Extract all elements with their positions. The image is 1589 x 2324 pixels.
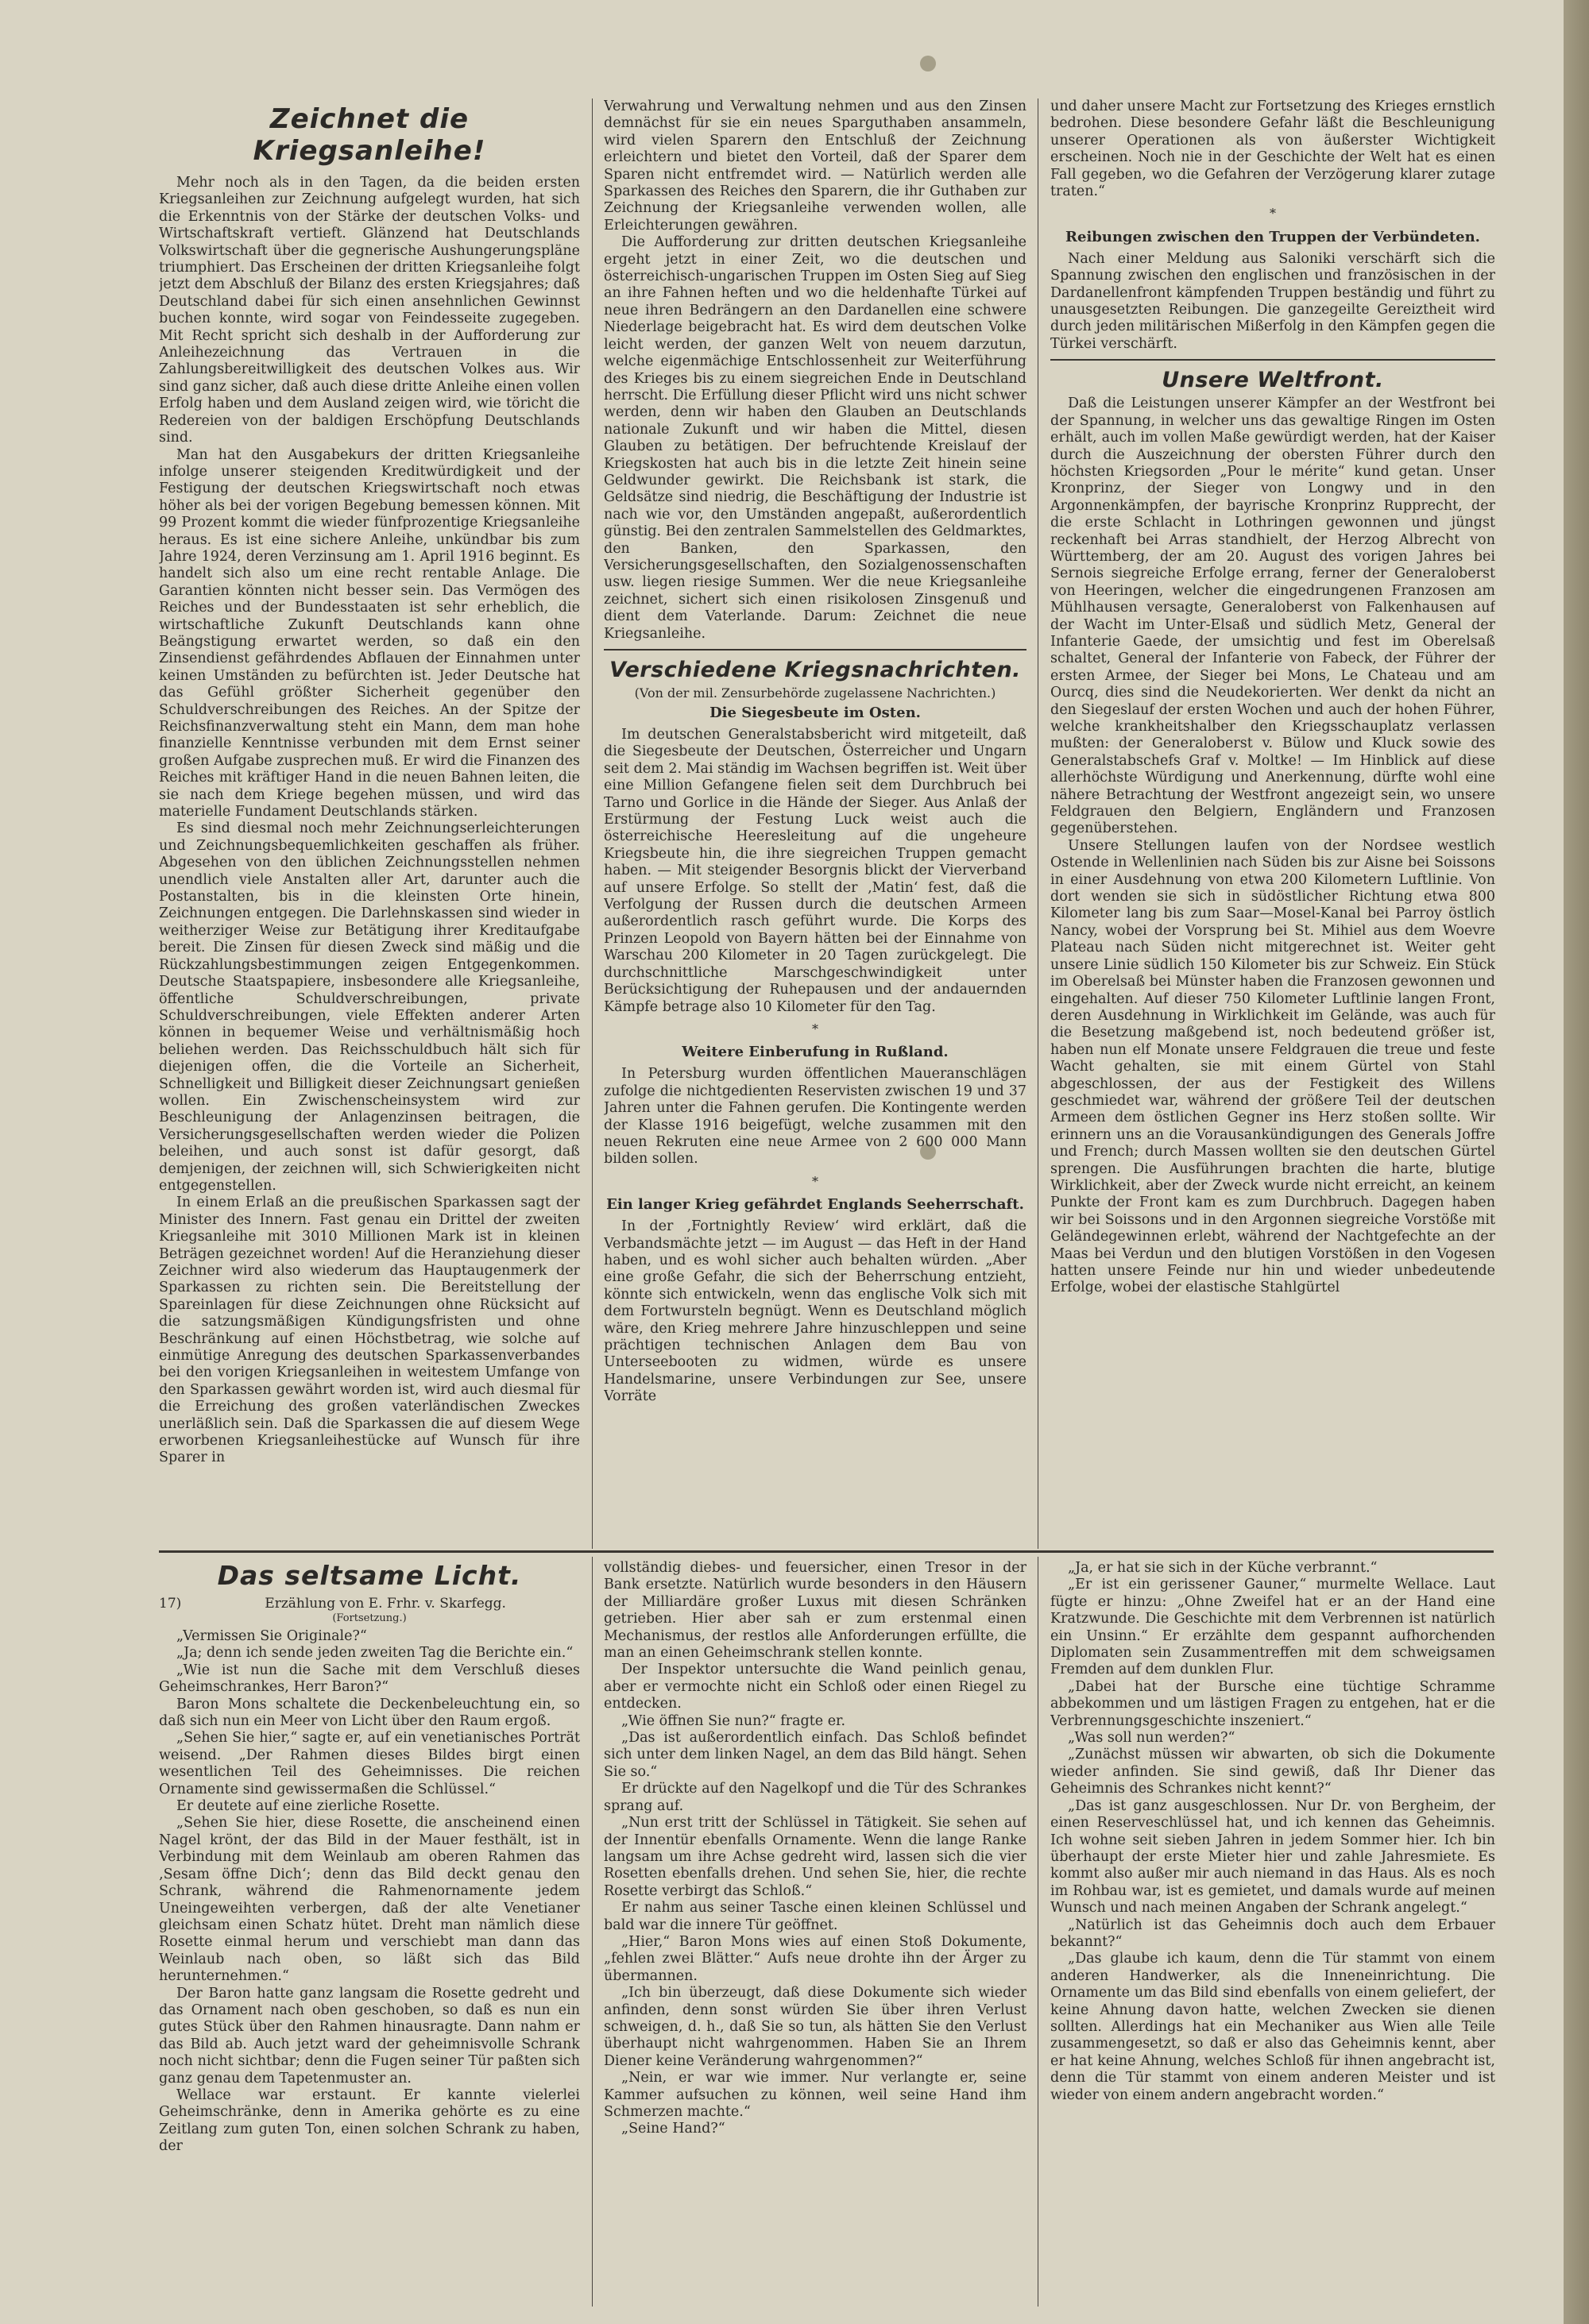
feuilleton-rule	[159, 1550, 1494, 1553]
story-paragraph: „Wie öffnen Sie nun?“ fragte er.	[621, 1712, 846, 1729]
story-paragraph: „Ich bin überzeugt, daß diese Dokumente sich wieder anfinden, denn sonst würden Sie über ihren Verlust schweigen, d. h., daß Sie so tun, als hätten Sie den Verlust überhaupt nicht wahrgenommen. Haben Sie an Ihrem Diener keine Veränderung wahrgenommen?“	[604, 1985, 1026, 2069]
story-paragraph: Er deutete auf eine zierliche Rosette.	[176, 1798, 440, 1815]
article-paragraph: Daß die Leistungen unserer Kämpfer an der Westfront bei der Spannung, in welcher uns das gewaltige Ringen im Osten erhält, auch im vollen Maße gewürdigt werden, hat der Kaiser durch die Auszeichnung der obersten Führer durch den höchsten Kriegsorden „Pour le mérite“ kund getan. Unser Kronprinz, der Sieger von Longwy und in den Argonnenkämpfen, der bayrische Kronprinz Rupprecht, der die erste Schlacht in Lothringen gewonnen und jüngst reckenhaft bei Arras standhielt, der Herzog Albrecht von Württemberg, der am 20. August des vorigen Jahres bei Sernois siegreiche Erfolge errang, ferner der Generaloberst von Heeringen, welcher die eingedrungenen Franzosen am Mühlhausen versagte, Generaloberst von Falkenhausen auf der Wacht im Unter-Elsaß und südlich Metz, General der Infanterie Gaede, der umsichtig und fest im Oberelsaß schaltet, General der Infanterie von Fabeck, der Führer der ersten Armee, der Sieger bei Mons, Le Chateau und am Ourcq, dies sind die Neudekorierten. Wer denkt da nicht an den Siegeslauf der ersten Wochen und auch der hohen Führer, welche krankheitshalber den Kriegsschauplatz verlassen mußten: der Generaloberst v. Bülow und Kluck sowie des Generalstabschefs Graf v. Moltke! — Im Hinblick auf diese allerhöchste Würdigung und Anerkennung, dürfte wohl eine nähere Betrachtung der Westfront angezeigt sein, wo unsere Feldgrauen den Belgiern, Engländern und Franzosen gegenüberstehen.	[1050, 396, 1495, 837]
serial-continuation: (Fortsetzung.)	[332, 1612, 407, 1624]
story-paragraph: Wellace war erstaunt. Er kannte vielerlei Geheimschränke, denn in Amerika gehörte es zu eine Zeitlang zum guten Ton, einen solchen Schrank zu haben, der	[159, 2087, 580, 2155]
serial-number: 17)	[159, 1596, 182, 1612]
article-paragraph: Es sind diesmal noch mehr Zeichnungserleichterungen und Zeichnungsbequemlichkeiten geschaffen als früher. Abgesehen von den üblichen Zeichnungsstellen nehmen unendlich viele Anstalten aller Art, darunter auch die Postanstalten, bis in die kleinsten Orte hinein, Zeichnungen entgegen. Die Darlehnskassen sind wieder in weitherziger Weise zur Betätigung ihrer Kreditaufgabe bereit. Die Zinsen für diesen Zweck sind mäßig und die Rückzahlungsbestimmungen zeigen Entgegenkommen. Deutsche Staatspapiere, insbesondere alle Kriegsanleihe, öffentliche Schuldverschreibungen, private Schuldverschreibungen, viele Effekten anderer Arten können in bequemer Weise und verhältnismäßig hoch beliehen werden. Das Reichsschuldbuch hält sich für diejenigen offen, die die Vorteile an Sicherheit, Schnelligkeit und Billigkeit dieser Zeichnungsart genießen wollen. Ein Zwischenscheinsystem wird zur Beschleunigung der Anlagenzinsen beitragen, die Versicherungsgesellschaften werden wieder die Polizen beleihen, und auch sonst ist dafür gesorgt, daß demjenigen, der zeichnen will, sich Schwierigkeiten nicht entgegenstellen.	[159, 820, 580, 1194]
section-separator: *	[1270, 206, 1276, 222]
story-paragraph: Baron Mons schaltete die Deckenbeleuchtung ein, so daß sich nun ein Meer von Licht über den Raum ergoß.	[159, 1696, 580, 1730]
story-paragraph: Er nahm aus seiner Tasche einen kleinen Schlüssel und bald war die innere Tür geöffnet.	[604, 1900, 1026, 1933]
article-war-loan	[159, 98, 580, 1549]
story-paragraph: Der Baron hatte ganz langsam die Rosette gedreht und das Ornament nach oben geschoben, so daß es nun ein gutes Stück über den Rahmen hinausragte. Dann nahm er das Bild ab. Auch jetzt ward der geheimnisvolle Schrank noch nicht sichtbar; denn die Fugen seiner Tür paßten sich ganz genau dem Tapetenmuster an.	[159, 1985, 580, 2087]
story-paragraph: „Das ist außerordentlich einfach. Das Schloß befindet sich unter dem linken Nagel, an dem das Bild hängt. Sehen Sie so.“	[604, 1730, 1026, 1780]
article-paragraph: Verwahrung und Verwaltung nehmen und aus den Zinsen demnächst für sie ein neues Sparguthaben ansammeln, wird vielen Sparern den Entschluß der Zeichnung erleichtern und bietet den Vorteil, daß der Sparer dem Sparen nicht entfremdet wird. — Natürlich werden alle Sparkassen des Reiches den Sparern, die ihr Guthaben zur Zeichnung der Kriegsanleihe verwenden wollen, alle Erleichterungen gewähren.	[604, 98, 1026, 234]
article-paragraph: In einem Erlaß an die preußischen Sparkassen sagt der Minister des Innern. Fast genau ein Drittel der zweiten Kriegsanleihe mit 3010 Millionen Mark ist in kleinen Beträgen gezeichnet worden! Auf die Heranziehung dieser Zeichner wird also wiederum das Hauptaugenmerk der Sparkassen zu richten sein. Die Bereitstellung der Spareinlagen für diese Zeichnungen ohne Rücksicht auf die satzungsmäßigen Kündigungsfristen und ohne Beschränkung auf einen Höchstbetrag, wie solche auf einmütige Anregung des deutschen Sparkassenverbandes bei den vorigen Kriegsanleihen in weitestem Umfange von den Sparkassen gewährt worden ist, wird auch diesmal für die Erreichung des großen vaterländischen Zweckes unerläßlich sein. Daß die Sparkassen die auf diesem Wege erworbenen Kriegsanleihestücke auf Wunsch für ihre Sparer in	[159, 1195, 580, 1466]
story-paragraph: „Vermissen Sie Originale?“	[176, 1628, 367, 1644]
story-paragraph: „Hier,“ Baron Mons wies auf einen Stoß Dokumente, „fehlen zwei Blätter.“ Aufs neue drohte ihn der Ärger zu übermannen.	[604, 1933, 1026, 1984]
article-paragraph: Im deutschen Generalstabsbericht wird mitgeteilt, daß die Siegesbeute der Deutschen, Österreicher und Ungarn seit dem 2. Mai ständig im Wachsen begriffen ist. Weit über eine Million Gefangene fielen seit dem Durchbruch bei Tarno und Gorlice in die Hände der Sieger. Aus Anlaß der Erstürmung der Festung Luck weist auch die österreichische Heeresleitung auf die ungeheure Kriegsbeute hin, die ihre siegreichen Truppen gemacht haben. — Mit steigender Besorgnis blickt der Vierverband auf unsere Erfolge. So stellt der ‚Matin‘ fest, daß die Verfolgung der Russen durch die deutschen Armeen außerordentlich rasch geführt wurde. Die Korps des Prinzen Leopold von Bayern hätten bei der Einnahme von Warschau 200 Kilometer in 20 Tagen zurückgelegt. Die durchschnittliche Marschgeschwindigkeit unter Berücksichtigung der Ruhepausen und der andauernden Kämpfe betrage also 10 Kilometer für den Tag.	[604, 727, 1026, 1015]
column-middle	[604, 98, 1026, 1549]
section-divider	[604, 649, 1026, 650]
story-paragraph: „Das glaube ich kaum, denn die Tür stammt von einem anderen Handwerker, als die Inneneinrichtung. Die Ornamente um das Bild sind ebenfalls von einem geliefert, der keine Ahnung davon hatte, welchen Zwecken sie dienen sollten. Allerdings hat ein Mechaniker aus Wien alle Teile zusammengesetzt, so daß er also das Geheimnis kennt, aber er hat keine Ahnung, welches Schloß für ihnen angebracht ist, denn die Tür stammt von einem anderen Meister und ist wieder von einem andern angebracht worden.“	[1050, 1951, 1495, 2103]
article-title: Verschiedene Kriegsnachrichten.	[609, 658, 1021, 682]
article-paragraph: und daher unsere Macht zur Fortsetzung des Krieges ernstlich bedrohen. Diese besondere Gefahr läßt die Beschleunigung unserer Operationen als von äußerster Wichtigkeit erscheinen. Noch nie in der Geschichte der Welt hat es einen Fall gegeben, wo die Gefahren der Verzögerung klarer zutage traten.“	[1050, 98, 1495, 200]
story-paragraph: „Was soll nun werden?“	[1068, 1730, 1235, 1747]
story-paragraph: „Sehen Sie hier,“ sagte er, auf ein venetianisches Porträt weisend. „Der Rahmen dieses Bildes birgt einen wesentlichen Teil des Geheimnisses. Die reichen Ornamente sind gewissermaßen die Schlüssel.“	[159, 1730, 580, 1797]
section-heading: Weitere Einberufung in Rußland.	[682, 1044, 949, 1061]
story-paragraph: „Dabei hat der Bursche eine tüchtige Schramme abbekommen und um lästigen Fragen zu entgehen, hat er die Verbrennungsgeschichte inszeniert.“	[1050, 1678, 1495, 1729]
column-rule	[592, 98, 593, 1549]
story-paragraph: „Zunächst müssen wir abwarten, ob sich die Dokumente wieder anfinden. Sie sind gewiß, daß Ihr Diener das Geheimnis des Schrankes nicht kennt?“	[1050, 1747, 1495, 1797]
article-paragraph: Nach einer Meldung aus Saloniki verschärft sich die Spannung zwischen den englischen und französischen in der Dardanellenfront kämpfenden Truppen beständig und führt zu unausgesetzten Reibungen. Die ganzegeilte Gereiztheit wird durch jeden militärischen Mißerfolg in den Kämpfen gegen die Türkei verschärft.	[1050, 250, 1495, 352]
story-paragraph: „Er ist ein gerissener Gauner,“ murmelte Wellace. Laut fügte er hinzu: „Ohne Zweifel hat er an der Hand eine Kratzwunde. Die Geschichte mit dem Verbrennen ist natürlich ein Unsinn.“ Er erzählte dem gespannt aufhorchenden Diplomaten sein Zusammentreffen mit dem schweigsamen Fremden auf dem dunklen Flur.	[1050, 1577, 1495, 1678]
story-paragraph: vollständig diebes- und feuersicher, einen Tresor in der Bank ersetzte. Natürlich wurde besonders in den Häusern der Milliardäre großer Luxus mit diesen Schränken getrieben. Hier aber sah er zum erstenmal einen Mechanismus, der restlos alle Anforderungen erfüllte, die man an einen Geheimschrank stellen konnte.	[604, 1560, 1026, 1662]
article-paragraph: In der ‚Fortnightly Review‘ wird erklärt, daß die Verbandsmächte jetzt — im August — das Heft in der Hand haben, und es wohl sicher auch behalten würden. „Aber eine große Gefahr, die sich der Beherrschung entzieht, könnte sich entwickeln, wenn das englische Volk sich mit dem Fortwursteln begnügt. Wenn es Deutschland möglich wäre, den Krieg mehrere Jahre hinzuschleppen und seine prächtigen technischen Anlagen dem Bau von Unterseebooten zu widmen, würde es unsere Handelsmarine, unsere Verbindungen zur See, unsere Vorräte	[604, 1218, 1026, 1405]
story-paragraph: „Wie ist nun die Sache mit dem Verschluß dieses Geheimschrankes, Herr Baron?“	[159, 1662, 580, 1696]
story-paragraph: „Ja; denn ich sende jeden zweiten Tag die Berichte ein.“	[176, 1645, 574, 1662]
section-separator: *	[812, 1021, 818, 1037]
serial-column-3	[1050, 1560, 1495, 2307]
section-separator: *	[812, 1173, 818, 1189]
section-heading: Reibungen zwischen den Truppen der Verbündeten.	[1065, 228, 1480, 245]
story-paragraph: „Seine Hand?“	[621, 2121, 725, 2137]
story-paragraph: „Ja, er hat sie sich in der Küche verbrannt.“	[1068, 1560, 1378, 1576]
story-paragraph: „Nein, er war wie immer. Nur verlangte er, seine Kammer aufsuchen zu können, weil seine Hand ihm Schmerzen machte.“	[604, 2070, 1026, 2120]
story-paragraph: „Sehen Sie hier, diese Rosette, die anscheinend einen Nagel krönt, der das Bild in der Mauer festhält, ist in Verbindung mit dem Weinlaub am oberen Rahmen das ‚Sesam öffne Dich‘; denn das Bild deckt genau den Schrank, während die Rahmenornamente jedem Uneingeweihten verbergen, daß der alte Venetianer gleichsam einen Schatz hütet. Dreht man nämlich diese Rosette einmal herum und verschiebt man dann das Weinlaub nach oben, so läßt sich das Bild herunternehmen.“	[159, 1815, 580, 1985]
source-note: (Von der mil. Zensurbehörde zugelassene Nachrichten.)	[634, 685, 996, 701]
column-rule	[592, 1557, 593, 2307]
page-edge-shadow	[1564, 0, 1589, 2324]
section-divider	[1050, 359, 1495, 361]
article-title: Zeichnet die Kriegsanleihe!	[253, 103, 486, 167]
article-paragraph: Man hat den Ausgabekurs der dritten Kriegsanleihe infolge unserer steigenden Kreditwürdigkeit und der Festigung der deutschen Kriegswirtschaft noch etwas höher als bei der vorigen Begebung bemessen können. Mit 99 Prozent kommt die wieder fünfprozentige Kriegsanleihe heraus. Es ist eine sichere Anleihe, unkündbar bis zum Jahre 1924, deren Verzinsung am 1. April 1916 beginnt. Es handelt sich also um eine recht rentable Anlage. Die Garantien könnten nicht besser sein. Das Vermögen des Reiches und der Bundesstaaten ist sehr erheblich, die wirtschaftliche Zukunft Deutschlands kann ohne Beängstigung erwartet werden, so daß ein den Zinsendienst gefährdendes Abflauen der Einnahmen unter keinen Umständen zu befürchten ist. Jeder Deutsche hat das Gefühl größter Sicherheit gegenüber den Schuldverschreibungen des Reiches. An der Spitze der Reichsfinanzverwaltung steht ein Mann, dem man hohe finanzielle Kenntnisse verbunden mit dem Ernst seiner großen Aufgabe zusprechen muß. Er wird die Finanzen des Reiches mit kräftiger Hand in die neuen Bahnen leiten, die sie nach dem Kriege begehen müssen, und wird das materielle Fundament Deutschlands stärken.	[159, 446, 580, 820]
serial-column-1	[159, 1560, 580, 2307]
story-paragraph: „Natürlich ist das Geheimnis doch auch dem Erbauer bekannt?“	[1050, 1917, 1495, 1950]
serial-byline: Erzählung von E. Frhr. v. Skarfegg.	[265, 1596, 506, 1612]
story-paragraph: „Nun erst tritt der Schlüssel in Tätigkeit. Sie sehen auf der Innentür ebenfalls Ornamente. Wenn die lange Ranke langsam um ihre Achse gedreht wird, lassen sich die vier Rosetten ebenfalls drehen. Und sehen Sie, hier, die rechte Rosette verbirgt das Schloß.“	[604, 1815, 1026, 1899]
serial-title: Das seltsame Licht.	[217, 1560, 522, 1591]
article-paragraph: Mehr noch als in den Tagen, da die beiden ersten Kriegsanleihen zur Zeichnung aufgelegt wurden, hat sich die Erkenntnis von der Stärke der deutschen Volks- und Wirtschaftskraft vertieft. Glänzend hat Deutschlands Volkswirtschaft über die gegnerische Aushungerungspläne triumphiert. Das Erscheinen der dritten Kriegsanleihe folgt jetzt dem Abschluß der Bilanz des ersten Kriegsjahres; daß Deutschland dabei für sich einen ansehnlichen Gewinnst buchen konnte, wird sogar von Feindesseite zugegeben. Mit Recht spricht sich deshalb in der Aufforderung zur Anleihezeichnung das Vertrauen in die Zahlungsbereitwilligkeit des deutschen Volkes aus. Wir sind ganz sicher, daß auch diese dritte Anleihe einen vollen Erfolg haben und dem Ausland zeigen wird, wie töricht die Redereien von der baldigen Erschöpfung Deutschlands sind.	[159, 175, 580, 446]
article-paragraph: Die Aufforderung zur dritten deutschen Kriegsanleihe ergeht jetzt in einer Zeit, wo die deutschen und österreichisch-ungarischen Truppen im Osten Sieg auf Sieg an ihre Fahnen heften und wo die heldenhafte Türkei auf neue ihren Bedrängern an den Dardanellen eine schwere Niederlage beigebracht hat. Es wird dem deutschen Volke leicht werden, der ganzen Welt von neuem darzutun, welche eigenmächige Entschlossenheit zur Weiterführung des Krieges bis zu einem siegreichen Ende in Deutschland herrscht. Die Erfüllung dieser Pflicht wird uns nicht schwer werden, denn wir haben den Glauben an Deutschlands nationale Zukunft und wir haben die Mittel, diesen Glauben zu betätigen. Der befruchtende Kreislauf der Kriegskosten hat auch bis in die letzte Zeit hinein seine Geldwunder gewirkt. Die Reichsbank ist stark, die Geldsätze sind niedrig, die Beschäftigung der Industrie ist nach wie vor, den Umständen angepaßt, außerordentlich günstig. Bei den zentralen Sammelstellen des Geldmarktes, den Banken, den Sparkassen, den Versicherungsgesellschaften, den Sozialgenossenschaften usw. liegen riesige Summen. Wer die neue Kriegsanleihe zeichnet, sichert sich einen risikolosen Zinsgenuß und dient dem Vaterlande. Darum: Zeichnet die neue Kriegsanleihe.	[604, 234, 1026, 642]
section-heading: Ein langer Krieg gefährdet Englands Seeherrschaft.	[606, 1196, 1024, 1214]
story-paragraph: Der Inspektor untersuchte die Wand peinlich genau, aber er vermochte nicht ein Schloß oder einen Riegel zu entdecken.	[604, 1662, 1026, 1712]
column-right	[1050, 98, 1495, 1549]
serial-byline-row	[159, 1595, 580, 1612]
article-title: Unsere Weltfront.	[1162, 368, 1384, 393]
story-paragraph: Er drückte auf den Nagelkopf und die Tür des Schrankes sprang auf.	[604, 1781, 1026, 1814]
article-paragraph: Unsere Stellungen laufen von der Nordsee westlich Ostende in Wellenlinien nach Süden bis zur Aisne bei Soissons in einer Ausdehnung von etwa 200 Kilometern Luftlinie. Von dort wenden sie sich in südöstlicher Richtung etwa 800 Kilometer lang bis zum Saar—Mosel-Kanal bei Parroy östlich Nancy, wobei der Vorsprung bei St. Mihiel aus dem Woevre Plateau nach Süden nicht mitgerechnet ist. Weiter geht unsere Linie südlich 150 Kilometer bis zur Schweiz. Ein Stück im Oberelsaß bei Münster haben die Franzosen gewonnen und eingehalten. Auf dieser 750 Kilometer Luftlinie langen Front, deren Ausdehnung in Wirklichkeit im Gelände, was auch für die Besetzung maßgebend ist, noch bedeutend größer ist, haben nun elf Monate unsere Feldgrauen die treue und feste Wacht gehalten, sie mit einem Gürtel von Stahl abgeschlossen, der aus der Festigkeit des Willens geschmiedet war, während der größere Teil der deutschen Armeen dem östlichen Gegner ins Herz stoßen sollte. Wir erinnern uns an die Vorausankündigungen des Generals Joffre und French; durch Massen wollten sie den deutschen Gürtel sprengen. Die Ausführungen brachten die harte, blutige Wirklichkeit, aber der Zweck wurde nicht erreicht, an keinem Punkte der Front kam es zum Durchbruch. Dagegen haben wir bei Soissons und in den Argonnen siegreiche Vorstöße mit Geländegewinnen erlebt, während der Nachtgefechte an der Maas bei Verdun und den blutigen Vorstößen in den Vogesen hatten unsere Feinde nur hin und wieder unbedeutende Erfolge, wobei der elastische Stahlgürtel	[1050, 837, 1495, 1296]
serial-column-2	[604, 1560, 1026, 2307]
section-heading: Die Siegesbeute im Osten.	[709, 705, 921, 721]
article-paragraph: In Petersburg wurden öffentlichen Maueranschlägen zufolge die nichtgedienten Reservisten zwischen 19 und 37 Jahren unter die Fahnen gerufen. Die Kontingente werden der Klasse 1916 beigefügt, welche zusammen mit den neuen Rekruten eine neue Armee von 2 600 000 Mann bilden sollen.	[604, 1066, 1026, 1168]
story-paragraph: „Das ist ganz ausgeschlossen. Nur Dr. von Bergheim, der einen Reserveschlüssel hat, und ich kennen das Geheimnis. Ich wohne seit sieben Jahren in jedem Sommer hier. Ich bin überhaupt der erste Mieter hier und zahle Jahresmiete. Es kommt also außer mir auch niemand in das Haus. Als es noch im Rohbau war, ist es gemietet, und damals wurde auf meinen Wunsch und nach meinen Angaben der Schrank angelegt.“	[1050, 1797, 1495, 1917]
paper-hole	[920, 56, 936, 71]
